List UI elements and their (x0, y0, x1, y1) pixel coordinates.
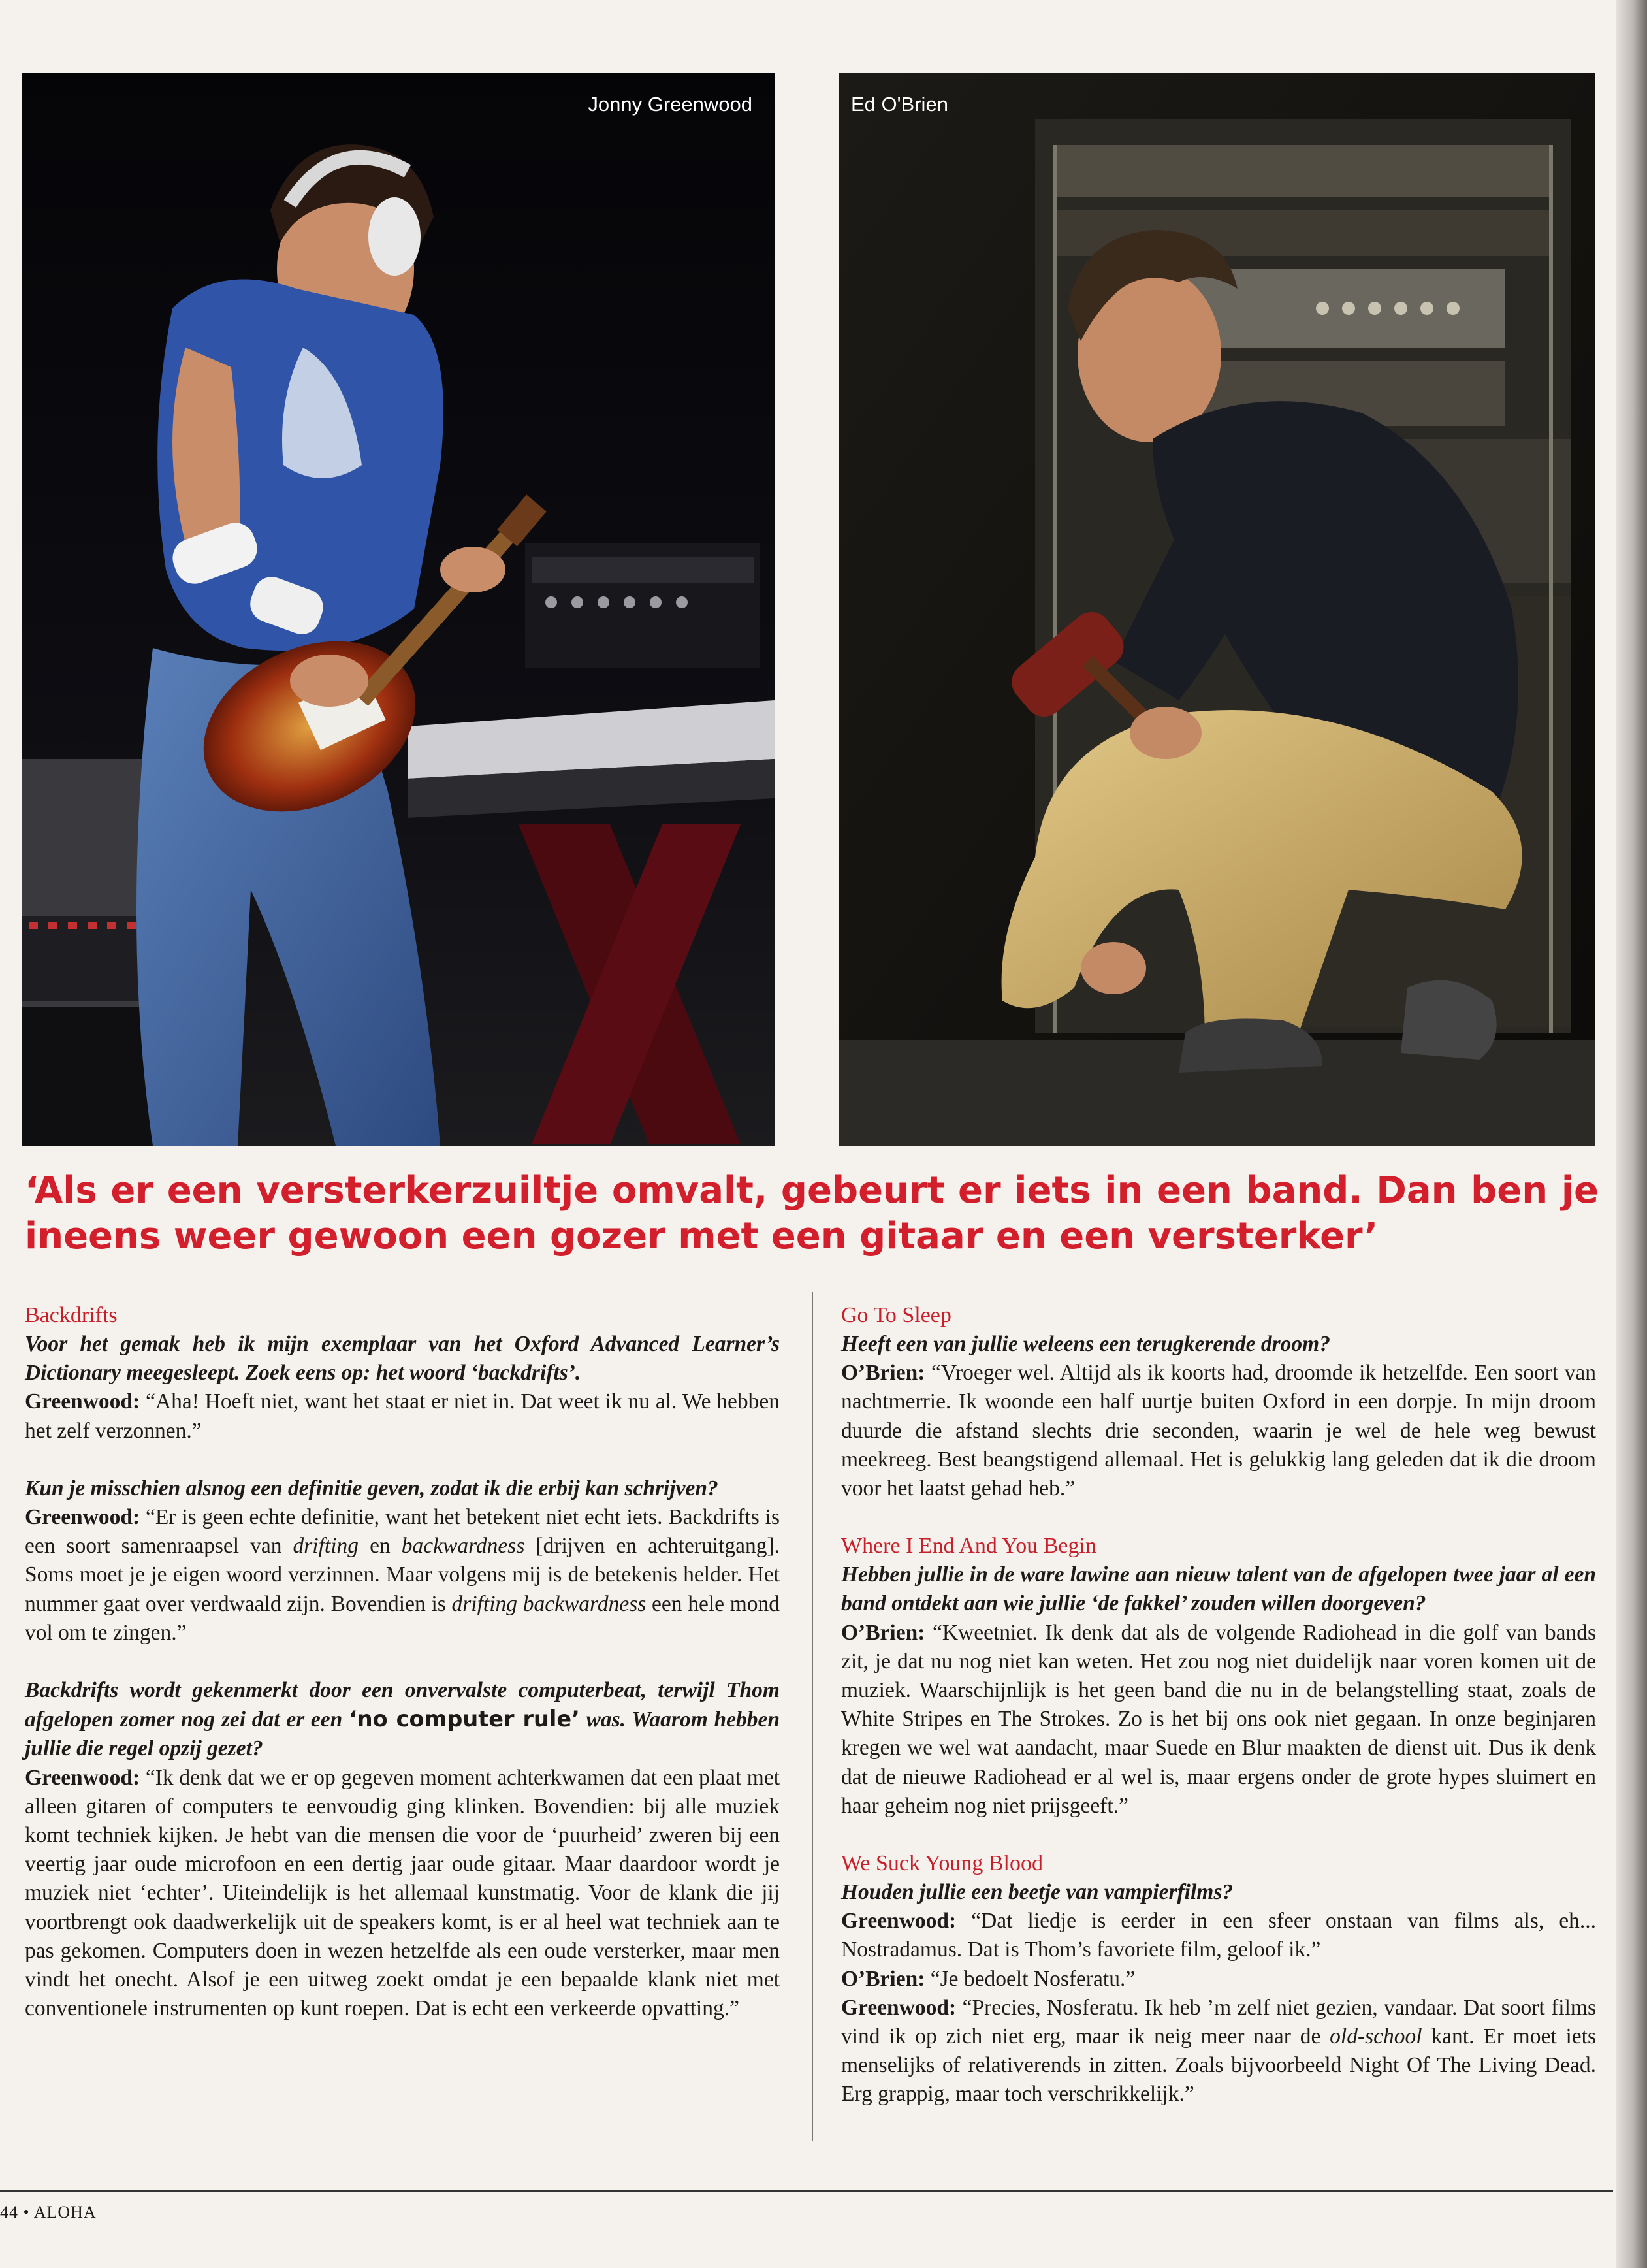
answer-text: “Je bedoelt Nosferatu.” (930, 1966, 1136, 1991)
answer (841, 1907, 1596, 1964)
question-text: was. Waarom hebben jullie die regel opzij gezet? (25, 1708, 780, 1761)
answer-text: “Precies, Nosferatu. Ik heb ’m zelf niet gezien, vandaar. Dat soort films vind ik op zich niet erg, maar ik neig meer naar de (841, 1995, 1597, 2049)
italic-term: backwardness (401, 1534, 525, 1559)
speaker-name: Greenwood: (25, 1389, 140, 1414)
answer (841, 1965, 1596, 1994)
photo-jonny-greenwood (22, 73, 775, 1146)
answer-text: kant. Er moet iets menselijks of relativerends in zitten. Zoals bijvoorbeeld Night Of The Living Dead. Erg grappig, maar toch verschrikkelijk.” (841, 2024, 1596, 2107)
answer (25, 1764, 780, 2024)
answer-text: “Aha! Hoeft niet, want het staat er niet in. Dat weet ik nu al. We hebben het zelf verzonnen.” (25, 1389, 780, 1443)
italic-term: drifting backwardness (451, 1591, 647, 1616)
speaker-name: Greenwood: (841, 1995, 957, 2020)
photo-caption-right: Ed O'Brien (851, 93, 948, 116)
question (25, 1676, 780, 1764)
photo-caption-left: Jonny Greenwood (588, 93, 752, 116)
section-heading-where-i-end: Where I End And You Begin (841, 1534, 1096, 1559)
question: Heeft een van jullie weleens een terugkerende droom? (841, 1332, 1330, 1356)
speaker-name: O’Brien: (841, 1361, 925, 1385)
answer (841, 1994, 1596, 2109)
page-binding-shadow (1616, 0, 1647, 2268)
answer-text: en (359, 1534, 402, 1559)
speaker-name: O’Brien: (841, 1620, 925, 1645)
answer-text: “Ik denk dat we er op gegeven moment achterkwamen dat een plaat met alleen gitaren of computers te eenvoudig ging klinken. Bovendien: bij alle muziek komt techniek kijken. Je hebt van die mensen die voor de ‘puurheid’ zweren bij een veertig jaar oude microfoon en een dertig jaar oude gitaar. Maar daardoor wordt je muziek niet ‘echter’. Uiteindelijk is het allemaal kunstmatig. Voor de klank die jij voortbrengt ook daadwerkelijk uit de speakers komt, is er al heel wat techniek aan te pas gekomen. Computers doen in wezen hetzelfde als een oude versterker, maar men vindt het onecht. Alsof je een uitweg zoekt omdat je een bepaalde klank niet met conventionele instrumenten op kunt roepen. Dat is echt een verkeerde opvatting.” (25, 1765, 780, 2021)
answer (841, 1619, 1596, 1821)
speaker-name: Greenwood: (841, 1909, 957, 1934)
crouching-guitarist-illustration (839, 73, 1595, 1146)
italic-term: old-school (1330, 2024, 1422, 2049)
photo-ed-obrien (839, 73, 1595, 1146)
page-number: 44 (0, 2203, 18, 2222)
footer-bullet: • (23, 2203, 30, 2222)
guitarist-illustration (22, 73, 775, 1146)
question: Houden jullie een beetje van vampierfilms? (841, 1880, 1234, 1905)
left-column (25, 1301, 780, 2023)
footer-rule (0, 2190, 1613, 2192)
question-text: Backdrifts wordt gekenmerkt door een onvervalste computerbeat, terwijl Thom afgelopen zomer nog zei dat er een (25, 1678, 780, 1732)
magazine-name: ALOHA (33, 2203, 97, 2222)
question: Hebben jullie in de ware lawine aan nieuw talent van de afgelopen twee jaar al een band ontdekt aan wie jullie ‘de fakkel’ zouden willen doorgeven? (841, 1563, 1596, 1616)
speaker-name: Greenwood: (25, 1505, 140, 1530)
section-heading-go-to-sleep: Go To Sleep (841, 1303, 951, 1327)
speaker-name: Greenwood: (25, 1765, 140, 1790)
right-column (841, 1301, 1596, 2109)
italic-term: drifting (293, 1534, 359, 1559)
answer-text: “Kweetniet. Ik denk dat als de volgende Radiohead in die golf van bands zit, je dat nu nog niet kan weten. Het zou nog niet duidelijk naar voren komen uit de muziek. Waarschijnlijk is het geen band die nu in de belangstelling staat, zoals de White Stripes en The Strokes. Zo is het bij ons ook niet gegaan. In onze beginjaren kregen we wel wat aandacht, maar Suede en Blur maakten de dienst uit. Dus ik denk dat de nieuwe Radiohead er al wel is, maar ergens onder de grote hypes sluimert en haar geheim nog niet prijsgeeft.” (841, 1620, 1597, 1818)
section-heading-backdrifts: Backdrifts (25, 1303, 118, 1327)
answer-text: “Dat liedje is eerder in een sfeer onstaan van films als, eh... Nostradamus. Dat is Thom’s favoriete film, geloof ik.” (841, 1909, 1596, 1962)
answer-text: “Er is geen echte definitie, want het betekent niet echt iets. Backdrifts is een soort samenraapsel van (25, 1505, 780, 1559)
answer (25, 1503, 780, 1647)
question: Voor het gemak heb ik mijn exemplaar van het Oxford Advanced Learner’s Dictionary meegesleept. Zoek eens op: het woord ‘backdrifts’. (25, 1332, 780, 1385)
rule-quote: ‘no computer rule’ (349, 1706, 580, 1732)
answer (841, 1359, 1596, 1503)
answer-text: een hele mond vol om te zingen.” (25, 1591, 780, 1645)
answer-text: [drijven en achteruitgang]. Soms moet je je eigen woord verzinnen. Maar volgens mij is de betekenis helder. Het nummer gaat over verdwaald zijn. Bovendien is (25, 1534, 780, 1616)
answer-text: “Vroeger wel. Altijd als ik koorts had, droomde ik hetzelfde. Een soort van nachtmerrie. Ik woonde een half uurtje buiten Oxford in een dorpje. In mijn droom duurde die afstand slechts drie seconden, waarin je wel de hele weg bewust meekreeg. Best beangstigend allemaal. Het is gelukkig lang geleden dat ik die droom voor het laatst gehad heb.” (841, 1361, 1596, 1501)
pull-quote: ‘Als er een versterkerzuiltje omvalt, gebeurt er iets in een band. Dan ben je ineens weer gewoon een gozer met een gitaar en een versterker’ (25, 1169, 1599, 1257)
page-footer (0, 2203, 97, 2222)
column-divider (812, 1292, 813, 2141)
speaker-name: O’Brien: (841, 1966, 925, 1991)
question: Kun je misschien alsnog een definitie geven, zodat ik die erbij kan schrijven? (25, 1476, 718, 1500)
answer (25, 1387, 780, 1445)
section-heading-we-suck-young-blood: We Suck Young Blood (841, 1851, 1043, 1876)
